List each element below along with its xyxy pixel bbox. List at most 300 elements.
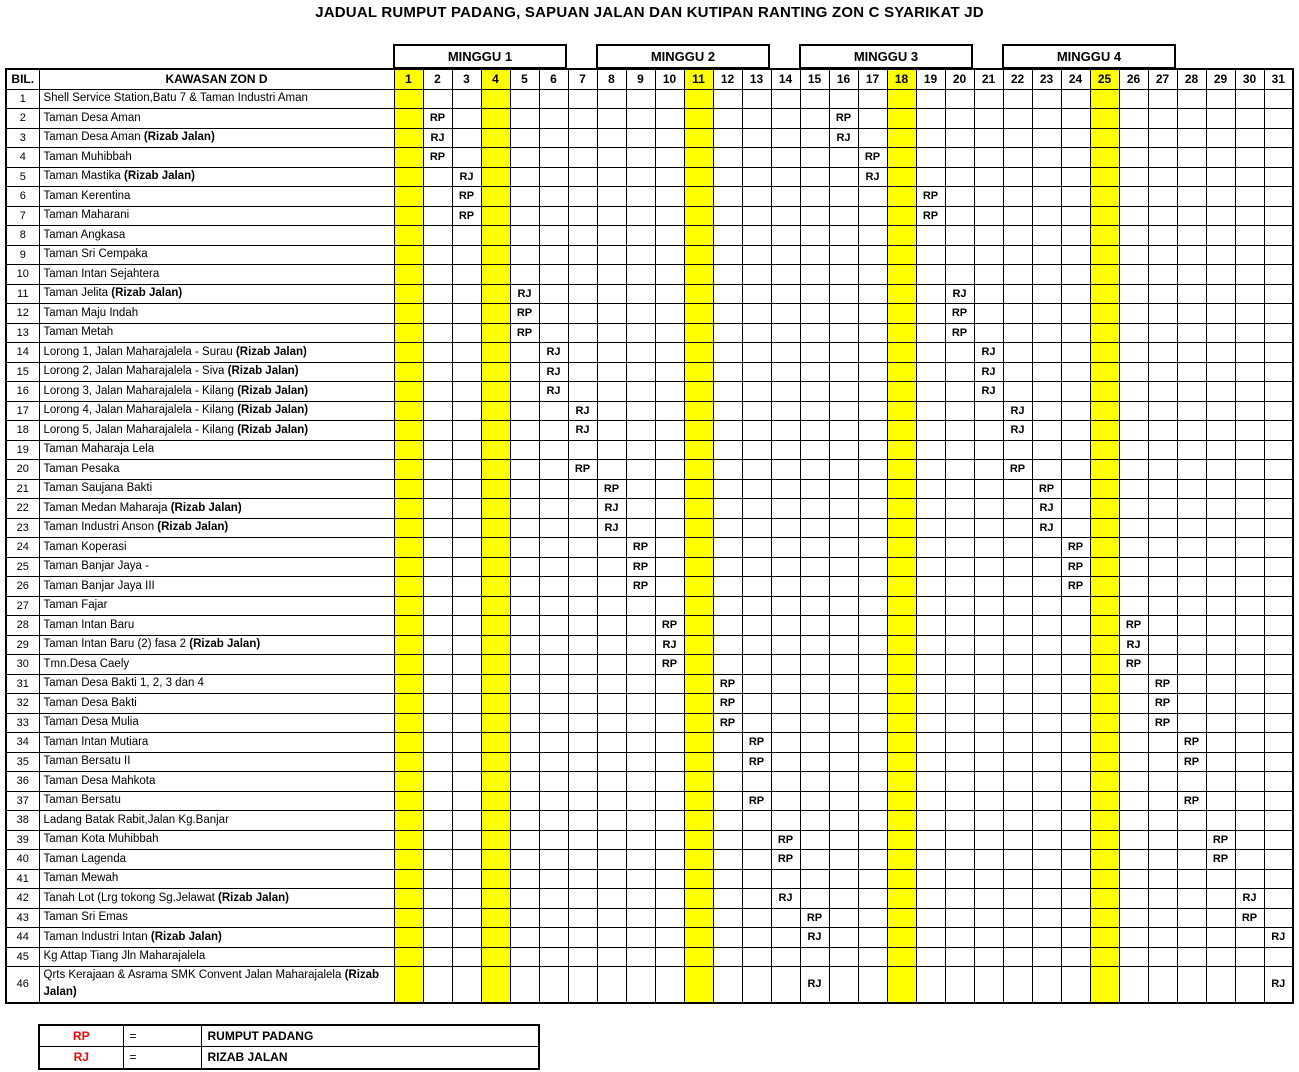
row-number: 36: [6, 772, 39, 792]
day-cell: [539, 596, 568, 616]
day-cell: [916, 928, 945, 948]
day-cell: [568, 791, 597, 811]
day-cell: [1177, 265, 1206, 285]
day-cell: [626, 226, 655, 246]
day-cell: [771, 557, 800, 577]
day-cell: [916, 89, 945, 109]
day-cell: [771, 109, 800, 129]
day-cell: [945, 109, 974, 129]
day-cell: [1177, 928, 1206, 948]
day-cell: [597, 440, 626, 460]
day-cell: [887, 148, 916, 168]
day-cell: [539, 499, 568, 519]
day-cell: [655, 752, 684, 772]
day-cell: [481, 577, 510, 597]
day-cell: [916, 616, 945, 636]
day-cell: [829, 304, 858, 324]
day-cell: [1206, 928, 1235, 948]
day-cell: [655, 772, 684, 792]
day-cell: [742, 557, 771, 577]
area-name: Tanah Lot (Lrg tokong Sg.Jelawat (Rizab Jalan): [39, 889, 394, 909]
day-cell: [1177, 830, 1206, 850]
day-cell: [626, 499, 655, 519]
day-cell: [510, 947, 539, 967]
day-cell: [626, 479, 655, 499]
day-cell: [1206, 674, 1235, 694]
day-cell: RP: [945, 304, 974, 324]
day-cell: [539, 713, 568, 733]
day-cell: [1264, 713, 1293, 733]
day-cell: [945, 460, 974, 480]
day-cell: [945, 538, 974, 558]
day-cell: [684, 323, 713, 343]
day-cell: [1061, 596, 1090, 616]
day-cell: [1177, 674, 1206, 694]
col-header-day-19: 19: [916, 69, 945, 89]
row-number: 42: [6, 889, 39, 909]
day-cell: [423, 304, 452, 324]
day-cell: [655, 733, 684, 753]
day-cell: [1235, 148, 1264, 168]
day-cell: [713, 830, 742, 850]
day-cell: RJ: [974, 362, 1003, 382]
day-cell: [481, 304, 510, 324]
day-cell: [510, 655, 539, 675]
day-cell: [481, 518, 510, 538]
day-cell: [1235, 323, 1264, 343]
day-cell: [510, 889, 539, 909]
day-cell: [887, 460, 916, 480]
day-cell: [1177, 499, 1206, 519]
day-cell: [1090, 440, 1119, 460]
day-cell: [510, 908, 539, 928]
day-cell: [481, 596, 510, 616]
day-cell: [858, 752, 887, 772]
day-cell: [1032, 557, 1061, 577]
area-name-bold: (Rizab Jalan): [218, 891, 289, 904]
day-cell: [1119, 284, 1148, 304]
day-cell: [800, 616, 829, 636]
day-cell: [945, 674, 974, 694]
day-cell: [1090, 362, 1119, 382]
day-cell: [1032, 889, 1061, 909]
day-cell: [1032, 343, 1061, 363]
table-row: [6, 616, 1293, 636]
day-cell: [1119, 850, 1148, 870]
day-cell: [510, 869, 539, 889]
day-cell: [481, 440, 510, 460]
day-cell: [858, 362, 887, 382]
day-cell: [1235, 967, 1264, 1003]
day-cell: [481, 265, 510, 285]
day-cell: [539, 889, 568, 909]
day-cell: [597, 791, 626, 811]
table-row: [6, 304, 1293, 324]
day-cell: [771, 245, 800, 265]
day-cell: [684, 148, 713, 168]
day-cell: [539, 109, 568, 129]
day-cell: [858, 304, 887, 324]
day-cell: [1061, 421, 1090, 441]
day-cell: [1061, 518, 1090, 538]
day-cell: [1003, 440, 1032, 460]
day-cell: [742, 908, 771, 928]
day-cell: [510, 850, 539, 870]
day-cell: [481, 538, 510, 558]
col-header-day-31: 31: [1264, 69, 1293, 89]
day-cell: [1003, 284, 1032, 304]
day-cell: [423, 596, 452, 616]
day-cell: [887, 109, 916, 129]
day-cell: [858, 479, 887, 499]
day-cell: [1148, 947, 1177, 967]
area-name: Taman Lagenda: [39, 850, 394, 870]
day-cell: [974, 518, 1003, 538]
day-cell: [394, 772, 423, 792]
day-cell: [945, 635, 974, 655]
day-cell: [945, 518, 974, 538]
day-cell: [1090, 752, 1119, 772]
day-cell: [626, 694, 655, 714]
day-cell: [597, 733, 626, 753]
day-cell: [945, 557, 974, 577]
day-cell: [1032, 284, 1061, 304]
day-cell: [510, 791, 539, 811]
area-name: Taman Fajar: [39, 596, 394, 616]
day-cell: [974, 421, 1003, 441]
day-cell: [539, 167, 568, 187]
day-cell: [742, 245, 771, 265]
day-cell: [829, 635, 858, 655]
area-name-bold: (Rizab Jalan): [237, 423, 309, 436]
day-cell: [481, 889, 510, 909]
day-cell: [1264, 284, 1293, 304]
day-cell: [626, 908, 655, 928]
day-cell: [423, 674, 452, 694]
week-group-header: MINGGU 1: [393, 44, 567, 69]
day-cell: [539, 967, 568, 1003]
day-cell: [1061, 752, 1090, 772]
day-cell: [742, 518, 771, 538]
row-number: 2: [6, 109, 39, 129]
day-cell: [1032, 304, 1061, 324]
day-cell: [1148, 850, 1177, 870]
day-cell: [945, 830, 974, 850]
day-cell: [858, 830, 887, 850]
area-name-bold: (Rizab Jalan): [170, 501, 242, 514]
day-cell: [1119, 148, 1148, 168]
day-cell: [887, 908, 916, 928]
day-cell: [1206, 323, 1235, 343]
day-cell: [887, 421, 916, 441]
day-cell: [510, 109, 539, 129]
day-cell: [1003, 89, 1032, 109]
day-cell: [945, 226, 974, 246]
day-cell: [829, 226, 858, 246]
day-cell: [394, 128, 423, 148]
day-cell: [1264, 811, 1293, 831]
day-cell: [452, 479, 481, 499]
day-cell: [1235, 343, 1264, 363]
day-cell: [858, 772, 887, 792]
day-cell: [655, 479, 684, 499]
day-cell: [452, 557, 481, 577]
day-cell: [974, 733, 1003, 753]
day-cell: [655, 206, 684, 226]
day-cell: RP: [829, 109, 858, 129]
day-cell: [829, 752, 858, 772]
col-header-day-30: 30: [1235, 69, 1264, 89]
day-cell: [626, 343, 655, 363]
table-row: [6, 928, 1293, 948]
day-cell: [887, 167, 916, 187]
day-cell: [1206, 713, 1235, 733]
day-cell: [452, 148, 481, 168]
day-cell: [684, 460, 713, 480]
table-row: [6, 148, 1293, 168]
day-cell: [452, 733, 481, 753]
day-cell: [1264, 304, 1293, 324]
day-cell: RP: [597, 479, 626, 499]
day-cell: [1264, 343, 1293, 363]
day-cell: [568, 928, 597, 948]
day-cell: [1032, 89, 1061, 109]
day-cell: [916, 674, 945, 694]
day-cell: [945, 479, 974, 499]
day-cell: [1090, 577, 1119, 597]
day-cell: [742, 538, 771, 558]
day-cell: [1032, 245, 1061, 265]
day-cell: [713, 635, 742, 655]
day-cell: [452, 226, 481, 246]
day-cell: RJ: [858, 167, 887, 187]
page-title: JADUAL RUMPUT PADANG, SAPUAN JALAN DAN KUTIPAN RANTING ZON C SYARIKAT JD: [315, 4, 984, 21]
area-name: Taman Sri Cempaka: [39, 245, 394, 265]
day-cell: [626, 869, 655, 889]
day-cell: [655, 128, 684, 148]
day-cell: [684, 947, 713, 967]
day-cell: [1032, 908, 1061, 928]
day-cell: [713, 557, 742, 577]
day-cell: [452, 928, 481, 948]
day-cell: [858, 635, 887, 655]
area-name: Shell Service Station,Batu 7 & Taman Industri Aman: [39, 89, 394, 109]
day-cell: [394, 850, 423, 870]
day-cell: [916, 421, 945, 441]
day-cell: [1061, 167, 1090, 187]
day-cell: [945, 187, 974, 207]
day-cell: [945, 616, 974, 636]
day-cell: [568, 518, 597, 538]
day-cell: [1032, 752, 1061, 772]
day-cell: [1235, 128, 1264, 148]
day-cell: [974, 187, 1003, 207]
day-cell: [1235, 616, 1264, 636]
day-cell: [916, 694, 945, 714]
day-cell: [713, 518, 742, 538]
day-cell: [481, 967, 510, 1003]
day-cell: [1235, 577, 1264, 597]
day-cell: [1235, 226, 1264, 246]
day-cell: [452, 869, 481, 889]
day-cell: [626, 109, 655, 129]
day-cell: RP: [510, 304, 539, 324]
day-cell: [713, 616, 742, 636]
day-cell: [510, 401, 539, 421]
day-cell: RJ: [1032, 499, 1061, 519]
day-cell: [1235, 733, 1264, 753]
day-cell: [945, 947, 974, 967]
day-cell: [1264, 772, 1293, 792]
day-cell: [1119, 752, 1148, 772]
day-cell: [655, 850, 684, 870]
day-cell: [1177, 89, 1206, 109]
day-cell: [568, 616, 597, 636]
day-cell: [858, 421, 887, 441]
day-cell: [1032, 362, 1061, 382]
day-cell: [539, 908, 568, 928]
col-header-day-11: 11: [684, 69, 713, 89]
day-cell: [1264, 440, 1293, 460]
day-cell: [394, 752, 423, 772]
day-cell: [916, 148, 945, 168]
day-cell: [626, 304, 655, 324]
day-cell: [510, 460, 539, 480]
day-cell: [1032, 967, 1061, 1003]
day-cell: RJ: [1119, 635, 1148, 655]
day-cell: [1061, 889, 1090, 909]
day-cell: [1177, 596, 1206, 616]
area-name: Taman Desa Bakti 1, 2, 3 dan 4: [39, 674, 394, 694]
day-cell: [597, 148, 626, 168]
area-name: Taman Sri Emas: [39, 908, 394, 928]
day-cell: [1003, 616, 1032, 636]
day-cell: [684, 655, 713, 675]
day-cell: [1090, 674, 1119, 694]
day-cell: [1206, 791, 1235, 811]
day-cell: [800, 109, 829, 129]
day-cell: [626, 284, 655, 304]
day-cell: [1061, 499, 1090, 519]
day-cell: [1032, 265, 1061, 285]
col-header-day-10: 10: [655, 69, 684, 89]
col-header-day-25: 25: [1090, 69, 1119, 89]
day-cell: [655, 811, 684, 831]
day-cell: [1061, 245, 1090, 265]
day-cell: [1235, 538, 1264, 558]
day-cell: [655, 947, 684, 967]
day-cell: [394, 694, 423, 714]
day-cell: [1032, 167, 1061, 187]
day-cell: [452, 284, 481, 304]
day-cell: [1061, 89, 1090, 109]
day-cell: [597, 167, 626, 187]
day-cell: [1148, 772, 1177, 792]
col-header-day-20: 20: [945, 69, 974, 89]
day-cell: [800, 557, 829, 577]
day-cell: [1003, 167, 1032, 187]
day-cell: [1090, 382, 1119, 402]
day-cell: [1177, 401, 1206, 421]
day-cell: [713, 128, 742, 148]
day-cell: [887, 265, 916, 285]
day-cell: [713, 343, 742, 363]
day-cell: [1264, 265, 1293, 285]
day-cell: [1235, 382, 1264, 402]
day-cell: [1003, 869, 1032, 889]
area-name: Tmn.Desa Caely: [39, 655, 394, 675]
day-cell: [568, 596, 597, 616]
day-cell: [1206, 284, 1235, 304]
table-row: [6, 772, 1293, 792]
area-name: Taman Muhibbah: [39, 148, 394, 168]
day-cell: [974, 440, 1003, 460]
day-cell: [452, 772, 481, 792]
day-cell: [742, 109, 771, 129]
day-cell: [945, 889, 974, 909]
day-cell: [1090, 479, 1119, 499]
row-number: 19: [6, 440, 39, 460]
col-header-day-22: 22: [1003, 69, 1032, 89]
day-cell: [481, 674, 510, 694]
col-header-day-18: 18: [887, 69, 916, 89]
day-cell: [829, 148, 858, 168]
day-cell: [597, 89, 626, 109]
row-number: 28: [6, 616, 39, 636]
day-cell: [626, 811, 655, 831]
day-cell: [887, 772, 916, 792]
day-cell: [1003, 343, 1032, 363]
day-cell: [539, 323, 568, 343]
day-cell: [800, 226, 829, 246]
day-cell: [423, 382, 452, 402]
day-cell: [1090, 206, 1119, 226]
day-cell: [452, 752, 481, 772]
day-cell: [1090, 733, 1119, 753]
col-header-day-2: 2: [423, 69, 452, 89]
day-cell: [539, 401, 568, 421]
day-cell: [684, 518, 713, 538]
area-name: Taman Intan Baru: [39, 616, 394, 636]
table-row: [6, 89, 1293, 109]
day-cell: [1206, 908, 1235, 928]
day-cell: [1061, 635, 1090, 655]
day-cell: [597, 674, 626, 694]
table-row: [6, 830, 1293, 850]
day-cell: [1177, 694, 1206, 714]
area-name-bold: (Rizab Jalan): [237, 404, 309, 417]
day-cell: [452, 128, 481, 148]
day-cell: [1148, 557, 1177, 577]
day-cell: [597, 928, 626, 948]
day-cell: [771, 752, 800, 772]
day-cell: [800, 850, 829, 870]
day-cell: [1032, 811, 1061, 831]
day-cell: [887, 538, 916, 558]
day-cell: [481, 635, 510, 655]
day-cell: [974, 460, 1003, 480]
day-cell: [423, 479, 452, 499]
day-cell: [945, 206, 974, 226]
day-cell: [945, 89, 974, 109]
day-cell: [655, 109, 684, 129]
day-cell: [655, 226, 684, 246]
day-cell: [684, 674, 713, 694]
day-cell: [1119, 908, 1148, 928]
day-cell: [1003, 752, 1032, 772]
day-cell: [452, 811, 481, 831]
day-cell: [626, 128, 655, 148]
